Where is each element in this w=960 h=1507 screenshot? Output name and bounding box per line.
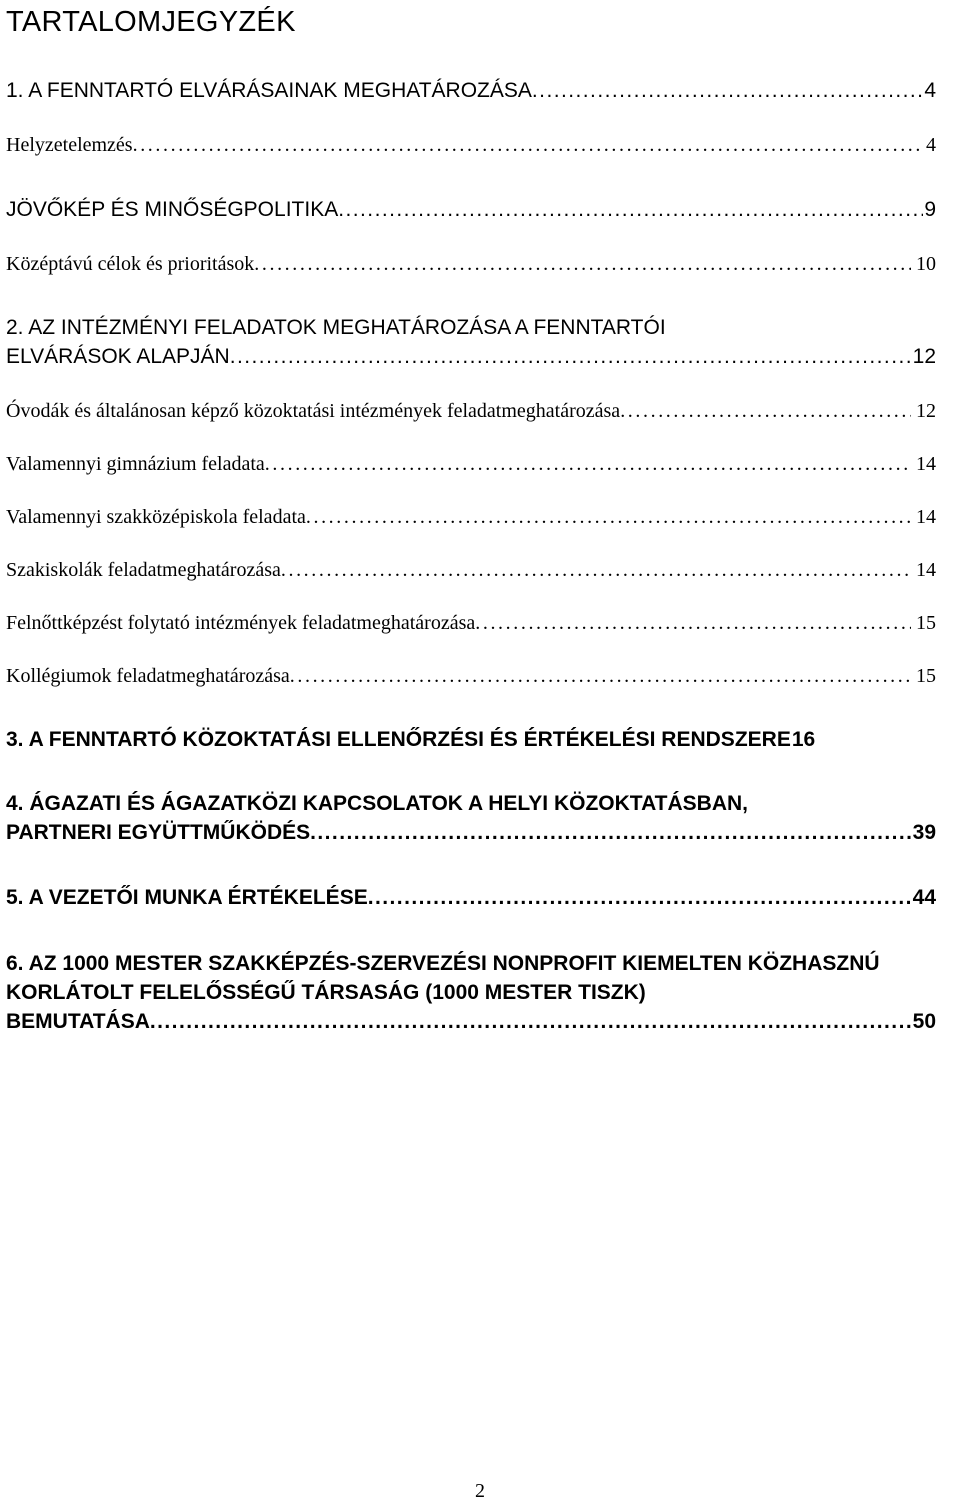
toc-entry-text: Helyzetelemzés — [6, 134, 133, 156]
toc-entry-jovokep[interactable] — [6, 195, 936, 224]
toc-entry-celok[interactable] — [6, 250, 936, 278]
toc-page-number: 16 — [791, 728, 816, 751]
dot-leader — [368, 883, 912, 912]
toc-entry-1[interactable] — [6, 76, 936, 105]
toc-entry-text: ELVÁRÁSOK ALAPJÁN — [6, 345, 230, 368]
dot-leader — [290, 662, 911, 690]
toc-page-number: 10 — [916, 253, 936, 275]
toc-entry-3[interactable] — [6, 725, 956, 754]
toc-page-number: 12 — [912, 345, 936, 368]
toc-page-number: 4 — [924, 79, 936, 102]
toc-entry-6[interactable] — [6, 949, 936, 1036]
toc-entry-text: BEMUTATÁSA — [6, 1010, 150, 1033]
dot-leader — [532, 76, 923, 105]
toc-entry-text: 5. A VEZETŐI MUNKA ÉRTÉKELÉSE — [6, 886, 368, 909]
toc-page-number: 14 — [916, 506, 936, 528]
toc-entry-text: Kollégiumok feladatmeghatározása — [6, 665, 290, 687]
toc-entry-helyzetelemzes[interactable] — [6, 131, 936, 159]
dot-leader — [265, 450, 911, 478]
toc-entry-text: Szakiskolák feladatmeghatározása — [6, 559, 281, 581]
dot-leader — [281, 556, 911, 584]
toc-entry-text: Középtávú célok és prioritások — [6, 253, 255, 275]
dot-leader — [133, 131, 921, 159]
toc-page-number: 44 — [912, 886, 936, 909]
toc-entry-text: 3. A FENNTARTÓ KÖZOKTATÁSI ELLENŐRZÉSI ÉS ÉRTÉKELÉSI RENDSZERE — [6, 728, 791, 751]
toc-page-number: 15 — [916, 665, 936, 687]
toc-entry-text: Óvodák és általánosan képző közoktatási intézmények feladatmeghatározása — [6, 400, 621, 422]
toc-entry-text: Valamennyi szakközépiskola feladata — [6, 506, 306, 528]
toc-entry-4[interactable] — [6, 789, 936, 847]
dot-leader — [306, 503, 911, 531]
page-number: 2 — [475, 1480, 485, 1502]
toc-page-number: 14 — [916, 453, 936, 475]
toc-page-number: 9 — [924, 198, 936, 221]
toc-entry-5[interactable] — [6, 883, 936, 912]
toc-page-number: 39 — [912, 821, 936, 844]
toc-entry-text-line1: 4. ÁGAZATI ÉS ÁGAZATKÖZI KAPCSOLATOK A HELYI KÖZOKTATÁSBAN, — [6, 792, 749, 815]
dot-leader — [338, 195, 923, 224]
toc-entry-ovodak[interactable] — [6, 397, 936, 425]
toc-entry-text-line1: 6. AZ 1000 MESTER SZAKKÉPZÉS-SZERVEZÉSI NONPROFIT KIEMELTEN KÖZHASZNÚ KORLÁTOLT FELELŐSSÉGŰ TÁRSASÁG (1000 MESTER TISZK) — [6, 952, 880, 1004]
toc-entry-2[interactable] — [6, 313, 936, 371]
dot-leader — [254, 250, 911, 278]
dot-leader — [230, 342, 912, 371]
toc-entry-text: Felnőttképzést folytató intézmények feladatmeghatározása — [6, 612, 476, 634]
toc-entry-szakkozepiskola[interactable] — [6, 503, 936, 531]
toc-page-number: 50 — [912, 1010, 936, 1033]
toc-entry-felnottkepzes[interactable] — [6, 609, 936, 637]
dot-leader — [150, 1007, 912, 1036]
toc-page-number: 4 — [926, 134, 936, 156]
dot-leader — [475, 609, 911, 637]
dot-leader — [620, 397, 911, 425]
dot-leader — [310, 818, 912, 847]
toc-entry-text: JÖVŐKÉP ÉS MINŐSÉGPOLITIKA — [6, 198, 339, 221]
toc-entry-kollegiumok[interactable] — [6, 662, 936, 690]
toc-page-number: 15 — [916, 612, 936, 634]
toc-entry-gimnazium[interactable] — [6, 450, 936, 478]
toc-title: TARTALOMJEGYZÉK — [6, 6, 296, 38]
toc-page-number: 12 — [916, 400, 936, 422]
toc-entry-text-line1: 2. AZ INTÉZMÉNYI FELADATOK MEGHATÁROZÁSA A FENNTARTÓI — [6, 316, 666, 339]
toc-entry-text: PARTNERI EGYÜTTMŰKÖDÉS — [6, 821, 311, 844]
toc-entry-text: Valamennyi gimnázium feladata — [6, 453, 265, 475]
toc-page-number: 14 — [916, 559, 936, 581]
toc-entry-text: 1. A FENNTARTÓ ELVÁRÁSAINAK MEGHATÁROZÁSA — [6, 79, 532, 102]
toc-entry-szakiskolak[interactable] — [6, 556, 936, 584]
